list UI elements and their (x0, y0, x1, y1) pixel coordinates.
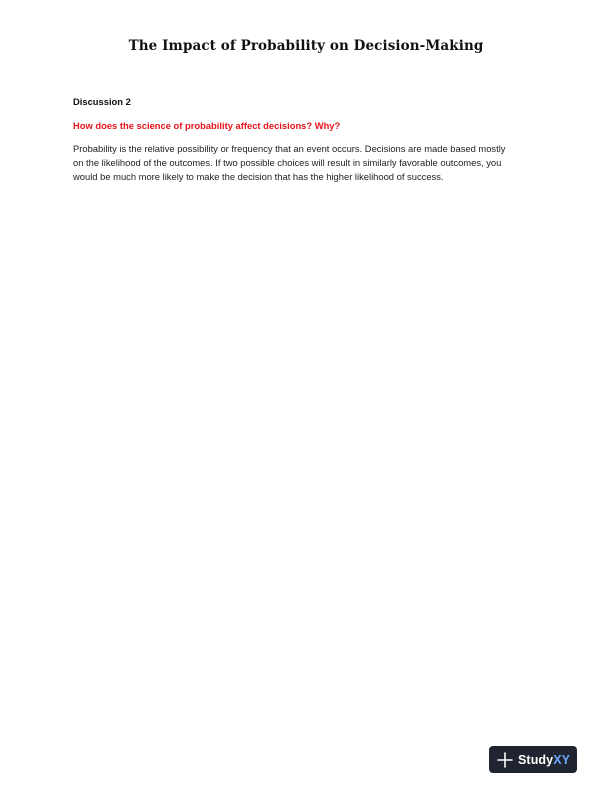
discussion-question: How does the science of probability affect decisions? Why? (73, 120, 341, 131)
answer-line-3: would be much more likely to make the decision that has the higher likelihood of success. (73, 171, 444, 183)
answer-paragraph (73, 142, 561, 185)
section-heading: Discussion 2 (73, 96, 131, 107)
brand-main-text: Study (518, 752, 554, 767)
brand-wordmark (518, 753, 570, 767)
studyxy-watermark-badge[interactable] (489, 746, 577, 773)
answer-line-1: Probability is the relative possibility or frequency that an event occurs. Decisions are made based mostly (73, 143, 506, 154)
brand-accent-text: XY (553, 752, 571, 767)
page-title: The Impact of Probability on Decision-Making (128, 38, 484, 54)
answer-line-2: on the likelihood of the outcomes. If two possible choices will result in similarly favorable outcomes, you (73, 157, 502, 169)
plus-sparkle-icon (497, 752, 513, 768)
